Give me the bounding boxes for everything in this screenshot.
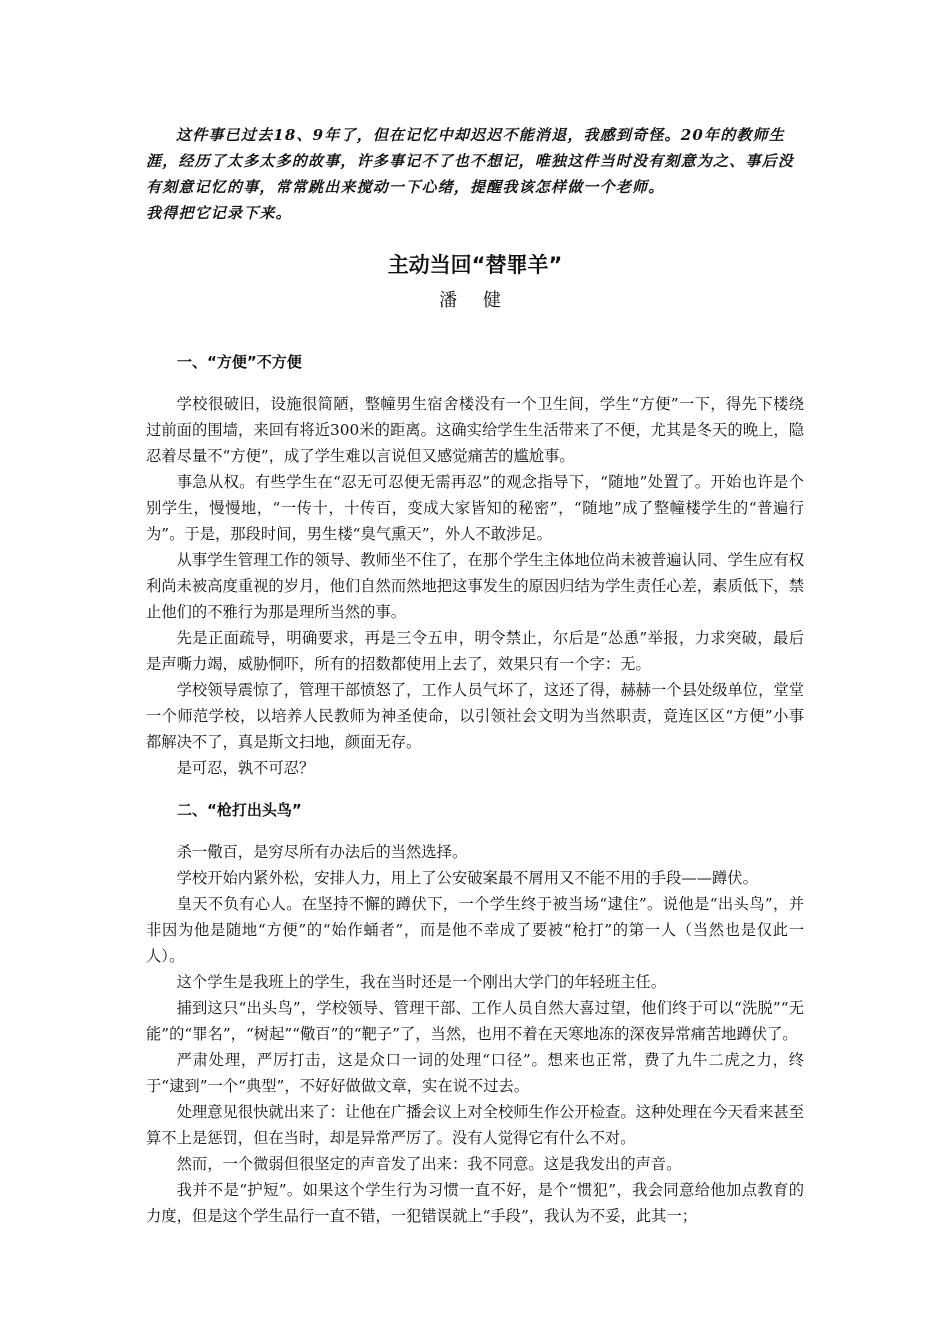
body-paragraph: 捕到这只“出头鸟”，学校领导、管理干部、工作人员自然大喜过望，他们终于可以“洗脱”“无能”的“罪名”，“树起”“儆百”的“靶子”了，当然，也用不着在天寒地冻的深夜异常痛苦地蹲伏了。 — [146, 999, 804, 1043]
article-author: 潘 健 — [439, 290, 511, 311]
section-heading: 一、“方便”不方便 — [177, 353, 302, 371]
intro-paragraph: 我得把它记录下来。 — [146, 204, 292, 222]
body-paragraph: 严肃处理，严厉打击，这是众口一词的处理“口径”。想来也正常，费了九牛二虎之力，终于“逮到”一个“典型”，不好好做做文章，实在说不过去。 — [146, 1051, 804, 1095]
body-paragraph: 学校开始内紧外松，安排人力，用上了公安破案最不屑用又不能不用的手段——蹲伏。 — [176, 869, 758, 887]
intro-paragraph: 这件事已过去18、9年了，但在记忆中却迟迟不能消退，我感到奇怪。20年的教师生涯，经历了太多太多的故事，许多事记不了也不想记，唯独这件当时没有刻意为之、事后没有刻意记忆的事，常常跳出来搅动一下心绪，提醒我该怎样做一个老师。 — [146, 126, 795, 196]
body-paragraph: 这个学生是我班上的学生，我在当时还是一个刚出大学门的年轻班主任。 — [176, 973, 667, 991]
body-paragraph: 学校很破旧，设施很简陋，整幢男生宿舍楼没有一个卫生间，学生“方便”一下，得先下楼绕过前面的围墙，来回有将近300米的距离。这确实给学生生活带来了不便，尤其是冬天的晚上，隐忍着尽量不“方便”，成了学生难以言说但又感觉痛苦的尴尬事。 — [146, 395, 804, 465]
body-paragraph: 处理意见很快就出来了：让他在广播会议上对全校师生作公开检查。这种处理在今天看来甚至算不上是惩罚，但在当时，却是异常严厉了。没有人觉得它有什么不对。 — [146, 1103, 804, 1147]
body-paragraph: 杀一儆百，是穷尽所有办法后的当然选择。 — [176, 843, 468, 861]
section-body — [146, 391, 804, 781]
body-paragraph: 皇天不负有心人。在坚持不懈的蹲伏下，一个学生终于被当场“逮住”。说他是“出头鸟”，并非因为他是随地“方便”的“始作蛹者”，而是他不幸成了要被“枪打”的第一人（当然也是仅此一人）。 — [146, 895, 804, 965]
body-paragraph: 先是正面疏导，明确要求，再是三令五申，明令禁止，尔后是“怂恿”举报，力求突破，最后是声嘶力竭，威胁恫吓，所有的招数都使用上去了，效果只有一个字：无。 — [146, 629, 804, 673]
body-paragraph: 从事学生管理工作的领导、教师坐不住了，在那个学生主体地位尚未被普遍认同、学生应有权利尚未被高度重视的岁月，他们自然而然地把这事发生的原因归结为学生责任心差，素质低下，禁止他们的不雅行为那是理所当然的事。 — [146, 551, 804, 621]
body-paragraph: 然而，一个微弱但很坚定的声音发了出来：我不同意。这是我发出的声音。 — [176, 1155, 682, 1173]
body-paragraph: 是可忍，孰不可忍？ — [176, 759, 315, 777]
section-body — [146, 839, 804, 1229]
body-paragraph: 我并不是“护短”。如果这个学生行为习惯一直不好，是个“惯犯”，我会同意给他加点教育的力度，但是这个学生品行一直不错，一犯错误就上“手段”，我认为不妥，此其一； — [146, 1181, 804, 1225]
article-title: 主动当回“替罪羊” — [387, 253, 563, 277]
body-paragraph: 事急从权。有些学生在“忍无可忍便无需再忍”的观念指导下，“随地”处置了。开始也许是个别学生，慢慢地，“一传十，十传百，变成大家皆知的秘密”，“随地”成了整幢楼学生的“普遍行为”。于是，那段时间，男生楼“臭气熏天”，外人不敢涉足。 — [146, 473, 804, 543]
intro-note — [146, 122, 804, 226]
body-paragraph: 学校领导震惊了，管理干部愤怒了，工作人员气坏了，这还了得，赫赫一个县处级单位，堂堂一个师范学校，以培养人民教师为神圣使命，以引领社会文明为当然职责，竟连区区“方便”小事都解决不了，真是斯文扫地，颜面无存。 — [146, 681, 804, 751]
section-heading: 二、“枪打出头鸟” — [177, 801, 302, 819]
